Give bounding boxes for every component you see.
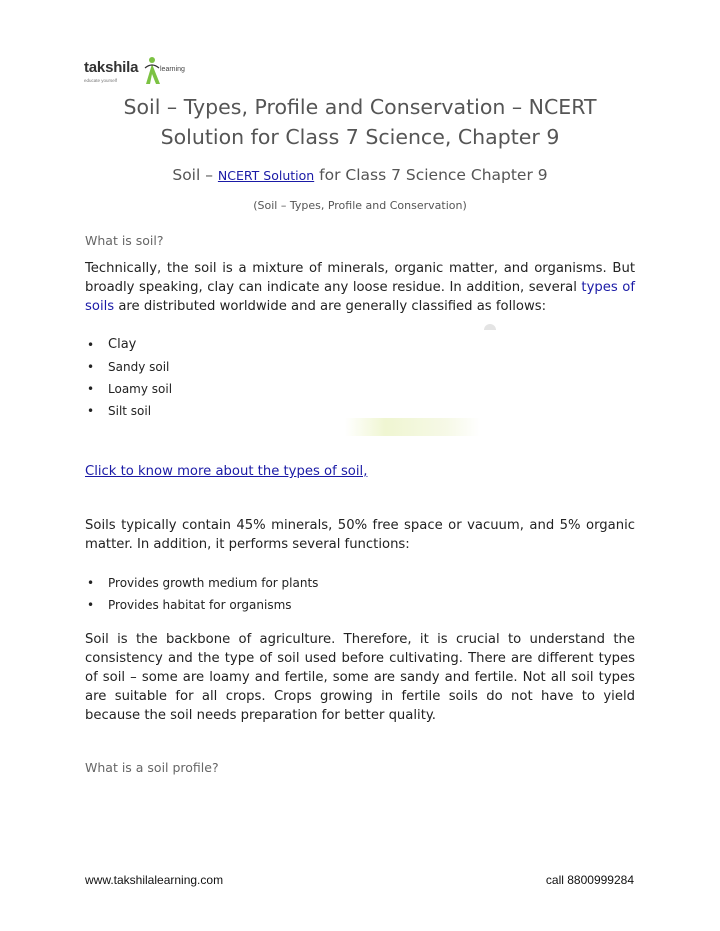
logo-wordmark: takshila: [84, 59, 139, 76]
heading-what-is-soil: What is soil?: [85, 233, 164, 248]
logo-figure-icon: [142, 56, 162, 86]
title-caption: (Soil – Types, Profile and Conservation): [253, 199, 467, 212]
para-text-1: Technically, the soil is a mixture of minerals, organic matter, and organisms. But broadly speaking, clay can indicate any loose residue. In addition, several: [85, 261, 635, 295]
logo-tagline: educate yourself: [84, 78, 118, 83]
list-item: • Provides habitat for organisms: [85, 594, 318, 616]
subtitle-suffix: for Class 7 Science Chapter 9: [314, 166, 548, 184]
footer-phone: call 8800999284: [545, 873, 634, 887]
types-of-soils-link[interactable]: types of soils: [85, 280, 635, 314]
soil-functions-list: [85, 572, 318, 616]
soil-definition-paragraph: [85, 259, 635, 316]
title-line-1: Soil – Types, Profile and Conservation – NCERT: [123, 95, 597, 119]
subtitle-prefix: Soil –: [172, 166, 218, 184]
ncert-solution-link[interactable]: NCERT Solution: [217, 168, 315, 183]
soil-types-list: [85, 334, 172, 422]
logo-subword: learning: [160, 66, 185, 73]
list-item: • Loamy soil: [85, 378, 172, 400]
types-of-soil-link[interactable]: Click to know more about the types of soil,: [85, 464, 368, 479]
takshila-logo[interactable]: [84, 56, 194, 92]
list-item: • Clay: [85, 334, 172, 356]
faint-artifact: [484, 324, 496, 330]
title-line-2: Solution for Class 7 Science, Chapter 9: [160, 125, 560, 149]
list-item: • Sandy soil: [85, 356, 172, 378]
footer-website[interactable]: www.takshilalearning.com: [85, 873, 224, 887]
page-title: [0, 92, 720, 152]
list-item: • Silt soil: [85, 400, 172, 422]
heading-soil-profile: What is a soil profile?: [85, 760, 219, 775]
list-item: • Provides growth medium for plants: [85, 572, 318, 594]
faint-highlight-artifact: [345, 418, 480, 436]
para-text-2: are distributed worldwide and are generally classified as follows:: [114, 299, 547, 314]
page-subtitle: [0, 166, 720, 184]
soil-composition-paragraph: Soils typically contain 45% minerals, 50% free space or vacuum, and 5% organic matter. In addition, it performs several functions:: [85, 518, 635, 552]
agriculture-paragraph: Soil is the backbone of agriculture. Therefore, it is crucial to understand the consistency and the type of soil used before cultivating. There are different types of soil – some are loamy and fertile, some are sandy and fertile. Not all soil types are suitable for all crops. Crops growing in fertile soils do not have to yield because the soil needs preparation for better quality.: [85, 632, 635, 723]
